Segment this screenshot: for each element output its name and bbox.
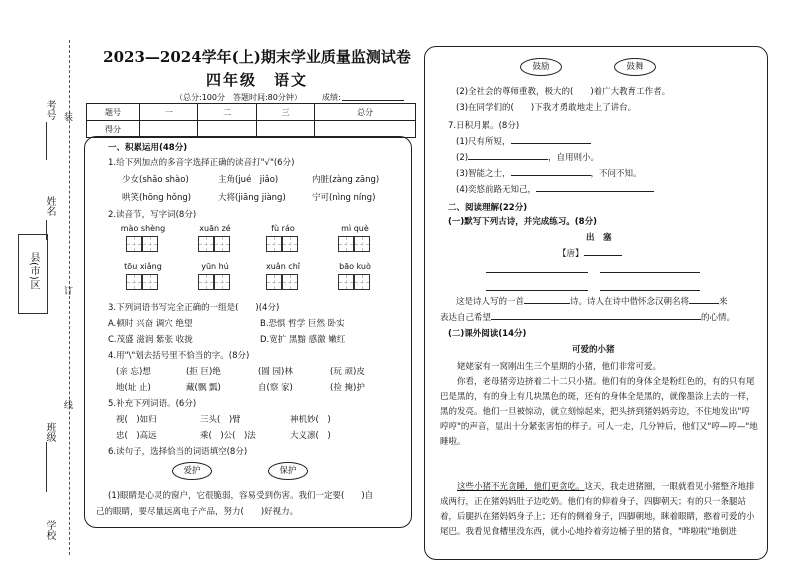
q6-sentence-3: (3)在同学们的( )下我才勇敢地走上了讲台。 [456,103,637,113]
q7-item [456,184,654,196]
writing-grid[interactable] [142,274,158,290]
q4-item: 藏(飘 瓢) [186,383,221,393]
story-title: 可爱的小猪 [572,345,615,355]
q2-pinyin: tōu xiǎng [124,262,162,271]
q6-option-aihu: 爱护 [172,462,212,480]
part-1-title: (一)默写下列古诗，并完成练习。(8分) [448,217,597,227]
q7-prompt: 7.日积月累。(8分) [448,121,520,131]
score-cell[interactable] [198,121,256,138]
q2-pinyin: fù ráo [271,224,295,233]
q6-prompt: 6.读句子，选择恰当的词语填空(8分) [108,447,248,457]
q4-item: (亲 忘)想 [116,367,151,377]
q7-item [456,136,591,148]
score-line [342,100,404,101]
writing-grid[interactable] [214,274,230,290]
writing-grid[interactable] [142,236,158,252]
poem-line[interactable] [600,290,700,291]
q7-item-suffix: ，自用则小。 [548,153,600,163]
story-underlined-sentence: 这些小猪不光贪睡，他们更贪吃。 [457,482,585,492]
q4-item: (拒 巨)绝 [186,367,221,377]
side-banji: 班级 [44,422,55,442]
q5-item: 忠( )高远 [116,431,157,441]
writing-grid[interactable] [126,274,142,290]
writing-grid[interactable] [338,274,354,290]
q1-item: 内脏(zàng zāng) [312,175,380,185]
poem-q2-blank[interactable] [491,319,701,320]
q4-item: (圆 园)林 [258,367,293,377]
option-guwu: 鼓舞 [614,58,656,76]
score-row-label: 得分 [87,121,140,138]
side-kaohao: 考号 [44,100,55,120]
q1-item: 大将(jiāng jiàng) [218,193,286,203]
q7-item-text: (4)奕悠前路无知己， [456,185,537,195]
writing-grid[interactable] [338,236,354,252]
binding-xian: 线 [64,401,74,411]
writing-grid[interactable] [354,274,370,290]
q2-pinyin: yūn hú [201,262,229,271]
section-2-title: 二、阅读理解(22分) [448,203,528,213]
exam-title: 2023—2024学年(上)期末学业质量监测试卷 [103,48,411,66]
story-paragraph [440,480,758,540]
part-2-title: (二)课外阅读(14分) [448,329,527,339]
writing-grid[interactable] [198,236,214,252]
binding-ding: 订 [64,287,74,297]
score-header-cell: 三 [256,104,314,121]
q5-item: 神机妙( ) [290,415,331,425]
poem-q2-text: 表达自己希望 [440,313,492,323]
score-header-cell: 题号 [87,104,140,121]
q7-item [456,168,642,180]
poem-question-2 [440,312,735,324]
poem-line[interactable] [486,272,588,273]
q3-option-b: B.恐惧 哲学 巨然 卧实 [260,319,345,329]
q4-item: 地(址 止) [116,383,151,393]
poem-author-line[interactable] [584,255,622,256]
q6-sentence-2: (2)全社会的尊师重教，极大的( )着广大教育工作者。 [456,87,671,97]
q3-prompt: 3.下列词语书写完全正确的一组是( )(4分) [108,303,280,313]
q2-pinyin: bāo kuò [339,262,371,271]
q6-option-baohu: 保护 [268,462,308,480]
score-header-cell: 总分 [315,104,416,121]
q2-pinyin: mì què [341,224,369,233]
q4-item: (玩 顽)皮 [330,367,365,377]
section-1-title: 一、积累运用(48分) [108,143,188,153]
q1-item: 少女(shǎo shào) [122,175,189,185]
q7-item-text: (2) [456,153,469,163]
q3-option-d: D.宽扩 黑黯 感激 嫩红 [260,335,346,345]
exam-info: （总分:100分 答题时间:80分钟） [175,93,302,102]
writing-grid[interactable] [354,236,370,252]
q6-sentence-1: (1)眼睛是心灵的窗户，它很脆弱，容易受到伤害。我们一定要( )自 [108,491,374,501]
q5-item: 乘( )公( )法 [200,431,256,441]
poem-q1-blank[interactable] [524,303,570,304]
side-kaohao-line [46,122,47,160]
side-xuexiao: 学校 [44,520,55,540]
q7-item-suffix: ，不问不知。 [590,169,642,179]
q5-item: 视( )如归 [116,415,157,425]
q7-answer-line[interactable] [511,143,591,144]
poem-q2-textb: 的心情。 [701,313,736,323]
score-cell[interactable] [315,121,416,138]
q1-item: 主角(jué jiǎo) [218,175,279,185]
score-header-cell: 二 [198,104,256,121]
poem-q1-textc: 来 [719,297,728,307]
poem-author [558,248,622,260]
writing-grid[interactable] [282,236,298,252]
poem-title: 出 塞 [586,233,612,243]
score-cell[interactable] [256,121,314,138]
q3-option-a: A.顿时 兴奋 调穴 绝望 [108,319,193,329]
q2-pinyin: mào shèng [120,224,166,233]
q2-pinyin: xuān zé [199,224,231,233]
poem-author-text: 【唐】 [558,249,584,259]
poem-q1-text: 这是诗人写的一首 [456,297,525,307]
poem-q1-textb: 诗。诗人在诗中借怀念汉朝名将 [570,297,690,307]
writing-grid[interactable] [214,236,230,252]
score-cell[interactable] [140,121,198,138]
side-kaochang: 县(市)区 [28,252,39,290]
q4-item: 自(察 家) [258,383,293,393]
score-table-header-row [87,104,416,121]
q7-item [456,152,599,164]
score-label: 成绩: [322,93,341,102]
q1-item: 哄笑(hōng hǒng) [122,193,192,203]
poem-line[interactable] [486,290,588,291]
writing-grid[interactable] [266,274,282,290]
q7-item-text: (3)智能之士， [456,169,511,179]
binding-zhuang: 装 [64,113,74,123]
side-xingming: 姓名 [44,196,55,216]
story-paragraph-text: 这天，我走进猪圈，一眼就看见小猪整齐地排成两行，正在猪妈妈肚子边吃奶。他们有的仰着身子，四脚朝天；有的只一条腿站着，后腿扒在猪妈妈身子上；还有的侧着身子，四脚朝地，眯着眼睛，憨着可爱的小尾巴。我看见食槽里没东西，就小心地拎着旁边桶子里的猪食，"哗啦啦"地倒进 [440,482,755,537]
q1-prompt: 1.给下列加点的多音字选择正确的读音打"√"(6分) [108,158,295,168]
writing-grid[interactable] [266,236,282,252]
poem-line[interactable] [600,272,700,273]
q4-item: (捡 掩)护 [330,383,365,393]
q2-prompt: 2.读音节，写字词(8分) [108,210,197,220]
q4-prompt: 4.用"\"划去括号里不恰当的字。(8分) [108,351,250,361]
q7-item-text: (1)尺有所短， [456,137,511,147]
poem-q1-blank[interactable] [689,303,719,304]
q6-sentence-1b: 己的眼睛，要尽量远离电子产品，努力( )好视力。 [96,507,299,517]
writing-grid[interactable] [198,274,214,290]
side-banji-line [46,442,47,492]
score-header-cell: 一 [140,104,198,121]
writing-grid[interactable] [282,274,298,290]
q3-option-c: C.茂盛 滋润 紫张 收拢 [108,335,193,345]
poem-question-1 [456,296,728,308]
story-paragraph: 姥姥家有一窝刚出生三个星期的小猪，他们非常可爱。 [457,362,662,372]
q7-answer-line[interactable] [468,159,548,160]
q2-pinyin: xuǎn chǐ [265,262,300,271]
q7-answer-line[interactable] [536,191,654,192]
q5-item: 大义凛( ) [290,431,331,441]
score-table [86,103,416,138]
q7-answer-line[interactable] [511,175,591,176]
q5-prompt: 5.补充下列词语。(6分) [108,399,197,409]
exam-subtitle: 四年级 语文 [205,71,308,89]
score-table-row [87,121,416,138]
writing-grid[interactable] [126,236,142,252]
q5-item: 三头( )臂 [200,415,241,425]
story-paragraph: 你看，老母猪旁边挤着二十二只小猪。他们有的身体全是粉红色的，有的只有尾巴是黑的，有的身上有几块黑色的斑，还有的身体全是黑的，就像墨涂上去的一样，黑的发亮。他们一旦被惊动，就立刻惊起来，把头挤到猪妈妈旁边，不住地发出"哼哼哼"的声音，显出十分紧张害怕的样子。可人一走，几分钟后，他们又"哼—哼—"地睡啦。 [440,377,758,447]
option-guli: 鼓励 [520,58,562,76]
q1-item: 宁可(nìng níng) [312,193,376,203]
